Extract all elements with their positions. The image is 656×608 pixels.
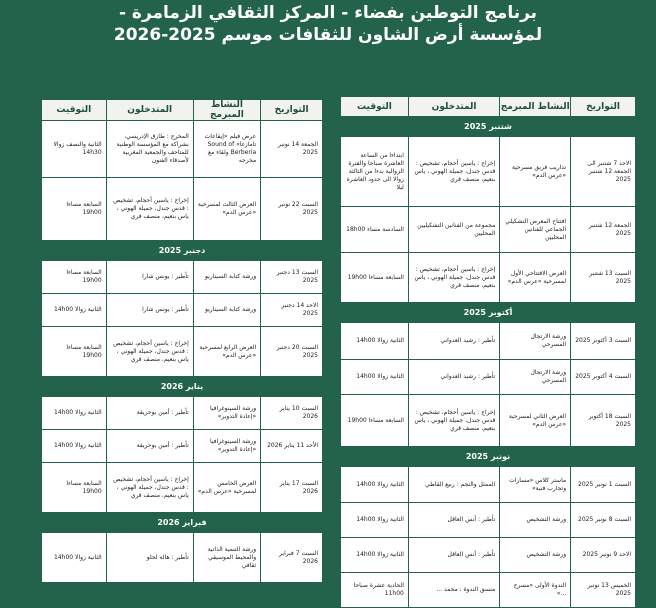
cell-date: السبت 4 أكتوبر 2025 <box>571 360 636 395</box>
table-row <box>341 207 636 253</box>
month-section-row <box>42 513 323 533</box>
program-table-right <box>340 96 636 597</box>
table-row <box>42 121 323 178</box>
cell-participants: تأطير : يونس شارا <box>106 261 193 294</box>
cell-activity: العرض الخامس لمسرحية «عرس الدم» <box>193 463 260 513</box>
cell-participants: إخراج : ياسين أحجام، تشخيص : قدس جندل، جميلة الهوني ، ياس بنعيم، منصف قري <box>408 137 499 207</box>
cell-date: السبت 3 أكتوبر 2025 <box>571 323 636 360</box>
title-line-1: برنامج التوطين بفضاء - المركز الثقافي الزمامرة - <box>118 3 538 23</box>
cell-time: السابعة مساءا 19h00 <box>341 395 409 447</box>
cell-date: السبت 10 يناير 2026 <box>261 397 323 430</box>
cell-participants: مجموعة من الفنانين التشكيليين المحليين <box>408 207 499 253</box>
cell-date: الاحد 7 شتنبر الى الجمعة 12 شتنبر 2025 <box>571 137 636 207</box>
cell-time: السابعة مساءا 19h00 <box>42 178 107 241</box>
month-section-row <box>341 447 636 467</box>
month-section-row <box>42 377 323 397</box>
cell-activity: العرض الثاني لمسرحية «عرس الدم» <box>500 395 571 447</box>
cell-participants: إخراج : ياسين أحجام، تشخيص : قدس جندل، جميلة الهوني ، ياس بنعيم، منصف قري <box>408 253 499 303</box>
cell-time: الثانية زوالا 14h00 <box>341 467 409 503</box>
cell-time: السابعة مساءا 19h00 <box>42 327 107 377</box>
cell-date: الأحد 11 يناير 2026 <box>261 430 323 463</box>
cell-activity: العرض الرابع لمسرحية «عرس الدم» <box>193 327 260 377</box>
cell-date: الجمعة 12 شتنبر 2025 <box>571 207 636 253</box>
month-section-row <box>341 303 636 323</box>
cell-date: الاحد 14 دجنبر 2025 <box>261 294 323 327</box>
cell-time: السابعة مساءا 19h00 <box>42 261 107 294</box>
month-section-label: فبراير 2026 <box>42 513 323 533</box>
cell-date: السبت 20 دجنبر 2025 <box>261 327 323 377</box>
cell-activity: العرض الثالث لمسرحية «عرس الدم» <box>193 178 260 241</box>
month-section-row <box>42 241 323 261</box>
page-title <box>0 0 656 46</box>
table-row <box>341 395 636 447</box>
header-time: التوقيت <box>42 100 107 121</box>
month-section-label: دجنبر 2025 <box>42 241 323 261</box>
cell-participants: تأطير : أنس العاقل <box>408 538 499 573</box>
cell-activity: العرض الافتتاحي الأول لمسرحية «عرس الدم» <box>500 253 571 303</box>
cell-activity: افتتاح المعرض التشكيلي الجماعي للفنانين المحليين <box>500 207 571 253</box>
header-activity: النشاط المبرمج <box>193 100 260 121</box>
cell-time: الثانية زوالا 14h00 <box>42 430 107 463</box>
cell-activity: ورشة التنمية الذاتية والمحيط الموسيقي ثقافي <box>193 533 260 583</box>
cell-date: الاحد 9 نونبر 2025 <box>571 538 636 573</box>
cell-participants: تأطير : أنس العاقل <box>408 503 499 538</box>
table-row <box>341 503 636 538</box>
header-participants: المتدخلون <box>106 100 193 121</box>
table-row <box>341 253 636 303</box>
month-section-label: نونبر 2025 <box>341 447 636 467</box>
table-row <box>42 430 323 463</box>
cell-time: الثانية زوالا 14h00 <box>42 294 107 327</box>
header-date: التواريخ <box>261 100 323 121</box>
cell-participants: المخرج : طارق الإدريسي، بشراكة مع المؤسسة الوطنية للمتاحف والجمعية المغربية لأصدقاء الفنون <box>106 121 193 178</box>
cell-activity: ورشة السينوغرافيا «إعادة التدوير» <box>193 430 260 463</box>
cell-activity: الندوة الأولى «مسرح ...» <box>500 573 571 608</box>
table-row <box>42 261 323 294</box>
cell-time: السابعة مساءا 19h00 <box>341 253 409 303</box>
cell-activity: ورشة كتابة السيناريو <box>193 294 260 327</box>
cell-activity: تداريب فريق مسرحية «عرس الدم» <box>500 137 571 207</box>
cell-time: السابعة مساءا 19h00 <box>42 463 107 513</box>
cell-activity: ماستر كلاس «مسارات وتجارب فنية» <box>500 467 571 503</box>
cell-time: الثانية زوالا 14h00 <box>42 533 107 583</box>
month-section-label: شتنبر 2025 <box>341 117 636 137</box>
cell-participants: منسق الندوة : محمد ... <box>408 573 499 608</box>
table-row <box>42 397 323 430</box>
table-row <box>42 294 323 327</box>
cell-participants: تأطير : أمين بوحريقة <box>106 430 193 463</box>
table-row <box>341 323 636 360</box>
cell-time: الثانية زوالا 14h00 <box>341 503 409 538</box>
cell-date: السبت 1 نونبر 2025 <box>571 467 636 503</box>
title-line-2: لمؤسسة أرض الشاون للثقافات موسم 2025-2026 <box>113 25 543 45</box>
cell-time: الثانية زوالا 14h00 <box>341 538 409 573</box>
cell-date: السبت 17 يناير 2026 <box>261 463 323 513</box>
cell-activity: ورشة التشخيص <box>500 503 571 538</box>
program-table-left <box>41 99 323 580</box>
cell-time: الثانية والنصف زوالا 14h30 <box>42 121 107 178</box>
table-row <box>42 463 323 513</box>
cell-participants: تأطير : رشيد العدواني <box>408 360 499 395</box>
cell-activity: عرض فيلم «إيقاعات تامازغا» Sound of Berberia ولقاء مع مخرجه <box>193 121 260 178</box>
cell-time: السادسة مساء 18h00 <box>341 207 409 253</box>
cell-participants: تأطير : يونس شارا <box>106 294 193 327</box>
cell-time: الثانية زوالا 14h00 <box>42 397 107 430</box>
cell-participants: الممثل والنجم : ربيع القاطي <box>408 467 499 503</box>
cell-time: الثانية زوالا 14h00 <box>341 323 409 360</box>
cell-date: السبت 7 فبراير 2026 <box>261 533 323 583</box>
month-section-label: يناير 2026 <box>42 377 323 397</box>
cell-date: السبت 18 أكتوبر 2025 <box>571 395 636 447</box>
cell-activity: ورشة الارتجال المسرحي <box>500 360 571 395</box>
cell-participants: إخراج : ياسين أحجام، تشخيص : قدس جندل، جميلة الهوني ، ياس بنعيم، منصف قري <box>106 327 193 377</box>
table-row <box>341 137 636 207</box>
cell-activity: ورشة التشخيص <box>500 538 571 573</box>
header-time: التوقيت <box>341 97 409 117</box>
cell-date: السبت 13 شتنبر 2025 <box>571 253 636 303</box>
cell-date: السبت 22 نونبر 2025 <box>261 178 323 241</box>
cell-date: الخميس 13 نونبر 2025 <box>571 573 636 608</box>
month-section-label: أكتوبر 2025 <box>341 303 636 323</box>
cell-participants: تأطير : رشيد العدواني <box>408 323 499 360</box>
table-row <box>341 360 636 395</box>
cell-participants: إخراج : ياسين أحجام، تشخيص : قدس جندل، جميلة الهوني ، ياس بنعيم، منصف قري <box>106 178 193 241</box>
table-row <box>42 178 323 241</box>
cell-participants: تأطير : أمين بوحريقة <box>106 397 193 430</box>
cell-date: السبت 13 دجنبر 2025 <box>261 261 323 294</box>
cell-time: ابتداءا من الساعة العاشرة صباحا والفترة الزوالية بدءا من الثالثة زوالا الى حدود العاشرة ليلا <box>341 137 409 207</box>
cell-time: الحادية عشرة صباحا 11h00 <box>341 573 409 608</box>
header-date: التواريخ <box>571 97 636 117</box>
table-row <box>341 538 636 573</box>
cell-time: الثانية زوالا 14h00 <box>341 360 409 395</box>
header-participants: المتدخلون <box>408 97 499 117</box>
cell-participants: إخراج : ياسين أحجام، تشخيص : قدس جندل، جميلة الهوني ، ياس بنعيم، منصف قري <box>106 463 193 513</box>
cell-participants: إخراج : ياسين أحجام، تشخيص : قدس جندل، جميلة الهوني ، ياس بنعيم، منصف قري <box>408 395 499 447</box>
month-section-row <box>341 117 636 137</box>
cell-date: السبت 8 نونبر 2025 <box>571 503 636 538</box>
cell-participants: تأطير : هالة لحلو <box>106 533 193 583</box>
cell-activity: ورشة السينوغرافيا «إعادة التدوير» <box>193 397 260 430</box>
table-row <box>42 327 323 377</box>
table-row <box>42 533 323 583</box>
table-row <box>341 573 636 608</box>
cell-date: الجمعة 14 نونبر 2025 <box>261 121 323 178</box>
cell-activity: ورشة الارتجال المسرحي <box>500 323 571 360</box>
table-row <box>341 467 636 503</box>
header-activity: النشاط المبرمج <box>500 97 571 117</box>
cell-activity: ورشة كتابة السيناريو <box>193 261 260 294</box>
